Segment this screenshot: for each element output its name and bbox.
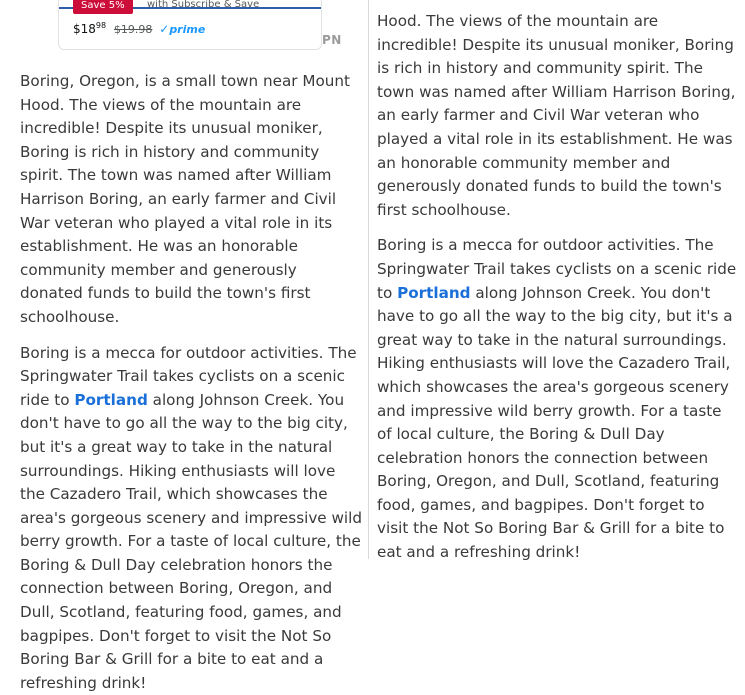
paragraph-activities	[377, 234, 739, 564]
article-body	[20, 70, 362, 695]
right-screenshot-pane	[369, 0, 745, 562]
product-ad-card[interactable]	[58, 0, 322, 50]
price-cents: 98	[95, 21, 107, 30]
price-current	[73, 22, 106, 36]
paragraph-history: Boring, Oregon, is a small town near Mount Hood. The views of the mountain are incredible! Despite its unusual moniker, Boring is rich in history and community spirit. The town was named after William Harrison Boring, an early farmer and Civil War veteran who played a vital role in its establishment. He was an honorable community member and generously donated funds to build the town's first schoolhouse.	[20, 72, 350, 326]
article-body	[377, 10, 739, 565]
deal-text: with Subscribe & Save	[147, 0, 260, 10]
paragraph-text: Boring is a mecca for outdoor activities. The Springwater Trail takes cyclists on a scenic ride to	[20, 343, 357, 409]
portland-link[interactable]: Portland	[397, 283, 471, 302]
price-row	[73, 21, 205, 36]
prime-check-icon: ✓	[159, 22, 170, 36]
paragraph-text: Boring is a mecca for outdoor activities. The Springwater Trail takes cyclists on a scenic ride to	[377, 236, 737, 302]
paragraph-history: Hood. The views of the mountain are incredible! Despite its unusual moniker, Boring is rich in history and community spirit. The town was named after William Harrison Boring, an early farmer and Civil War veteran who played a vital role in its establishment. He was an honorable community member and generously donated funds to build the town's first schoolhouse.	[377, 12, 736, 219]
deal-badge: Save 5%	[73, 0, 133, 14]
ad-choices-icon[interactable]: PN	[322, 33, 342, 47]
paragraph-activities	[20, 342, 362, 695]
portland-link[interactable]: Portland	[74, 390, 148, 409]
paragraph-text: along Johnson Creek. You don't have to go all the way to the big city, but it's a great way to take in the natural surroundings. Hiking enthusiasts will love the Cazadero Trail, which showcases the area's gorgeous scenery and impressive wild berry growth. For a taste of local culture, the Boring & Dull Day celebration honors the connection between Boring, Oregon, and Dull, Scotland, featuring food, games, and bagpipes. Don't forget to visit the Not So Boring Bar & Grill for a bite to eat and a refreshing drink!	[20, 390, 362, 692]
paragraph-text: along Johnson Creek. You don't have to go all the way to the big city, but it's a great way to take in the natural surroundings. Hiking enthusiasts will love the Cazadero Trail, which showcases the area's gorgeous scenery and impressive wild berry growth. For a taste of local culture, the Boring & Dull Day celebration honors the connection between Boring, Oregon, and Dull, Scotland, featuring food, games, and bagpipes. Don't forget to visit the Not So Boring Bar & Grill for a bite to eat and a refreshing drink!	[377, 283, 733, 562]
left-screenshot-pane	[0, 0, 369, 692]
price-dollars: $18	[73, 22, 96, 36]
prime-logo: prime	[169, 23, 206, 36]
price-original: $19.98	[113, 23, 153, 36]
